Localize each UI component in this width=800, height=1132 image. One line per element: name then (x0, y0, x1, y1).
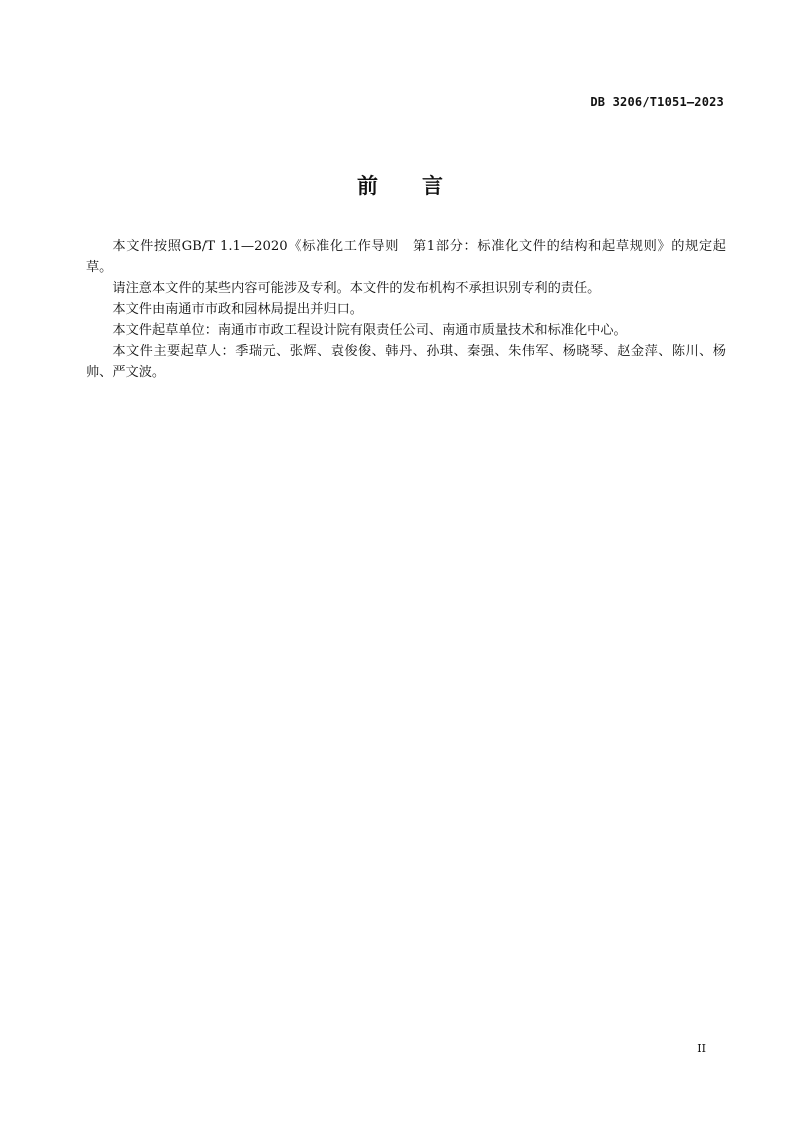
title-char-1: 前 (357, 174, 378, 198)
paragraph-patent-notice: 请注意本文件的某些内容可能涉及专利。本文件的发布机构不承担识别专利的责任。 (112, 281, 601, 296)
paragraph-drafting-rules: 本文件按照GB/T 1.1—2020《标准化工作导则 第1部分：标准化文件的结构和起草规则》的规定起草。 (86, 239, 726, 275)
paragraph-drafters: 本文件主要起草人：季瑞元、张辉、袁俊俊、韩丹、孙琪、秦强、朱伟军、杨晓琴、赵金萍、陈川、杨帅、严文波。 (86, 344, 726, 380)
paragraph-drafting-units: 本文件起草单位：南通市市政工程设计院有限责任公司、南通市质量技术和标准化中心。 (112, 323, 627, 338)
title-char-2: 言 (422, 174, 443, 198)
page-number: II (697, 1042, 706, 1055)
document-code: DB 3206/T1051—2023 (590, 95, 724, 109)
foreword-body (86, 236, 726, 383)
page-title (0, 170, 800, 200)
paragraph-proposer: 本文件由南通市市政和园林局提出并归口。 (112, 302, 363, 317)
